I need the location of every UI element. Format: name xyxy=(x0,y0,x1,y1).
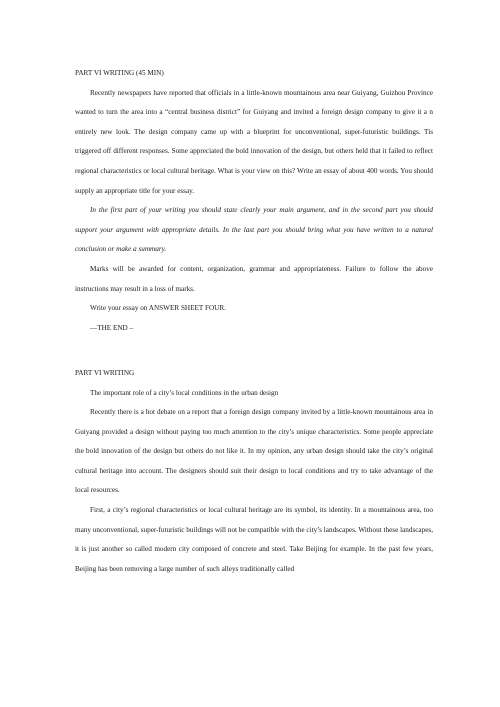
marking-paragraph: Marks will be awarded for content, organization, grammar and appropriateness. Failure to follow the above instructions may result in a loss of marks. xyxy=(75,264,433,293)
instructions-paragraph: In the first part of your writing you should state clearly your main argument, and in the second part you should support your argument with appropriate details. In the last part you should bring what you have written to a natural conclusion or make a summary. xyxy=(75,206,433,254)
essay-paragraph: Recently there is a hot debate on a report that a foreign design company invited by a little-known mountainous area in Guiyang provided a design without paying too much attention to the city’s unique characteristics. Some people appreciate the bold innovation of the design but others do not like it. In my opinion, any urban design should take the city’s original cultural heritage into account. The designers should suit their design to local conditions and try to take advantage of the local resources. xyxy=(75,408,433,495)
document-page xyxy=(75,64,433,579)
section-spacer xyxy=(75,338,433,358)
essay-title: The important role of a city’s local conditions in the urban design xyxy=(90,388,279,397)
essay-paragraph: First, a city’s regional characteristics or local cultural heritage are its symbol, its identity. In a mountainous area, too many unconventional, super-futuristic buildings will not be compatible with the city’s landscapes. Without these landscapes, it is just another so called modern city composed of concrete and steel. Take Beijing for example. In the past few years, Beijing has been removing a large number of such alleys traditionally called xyxy=(75,506,433,573)
section-heading: PART VI WRITING (45 MIN) xyxy=(75,69,164,77)
answer-sheet-line: Write your essay on ANSWER SHEET FOUR. xyxy=(90,304,226,313)
end-line: —THE END – xyxy=(90,323,134,332)
task-description-paragraph: Recently newspapers have reported that officials in a little-known mountainous area near Guiyang, Guizhou Province wanted to turn the area into a “central business district” for Guiyang and invited a foreign design company to give it a n entirely new look. The design company came up with a blueprint for unconventional, super-futuristic buildings. Tis triggered off different responses. Some appreciated the bold innovation of the design, but others held that it failed to reflect regional characteristics or local cultural heritage. What is your view on this? Write an essay of about 400 words. You should supply an appropriate title for your essay. xyxy=(75,88,433,195)
section-heading: PART VI WRITING xyxy=(75,368,135,377)
